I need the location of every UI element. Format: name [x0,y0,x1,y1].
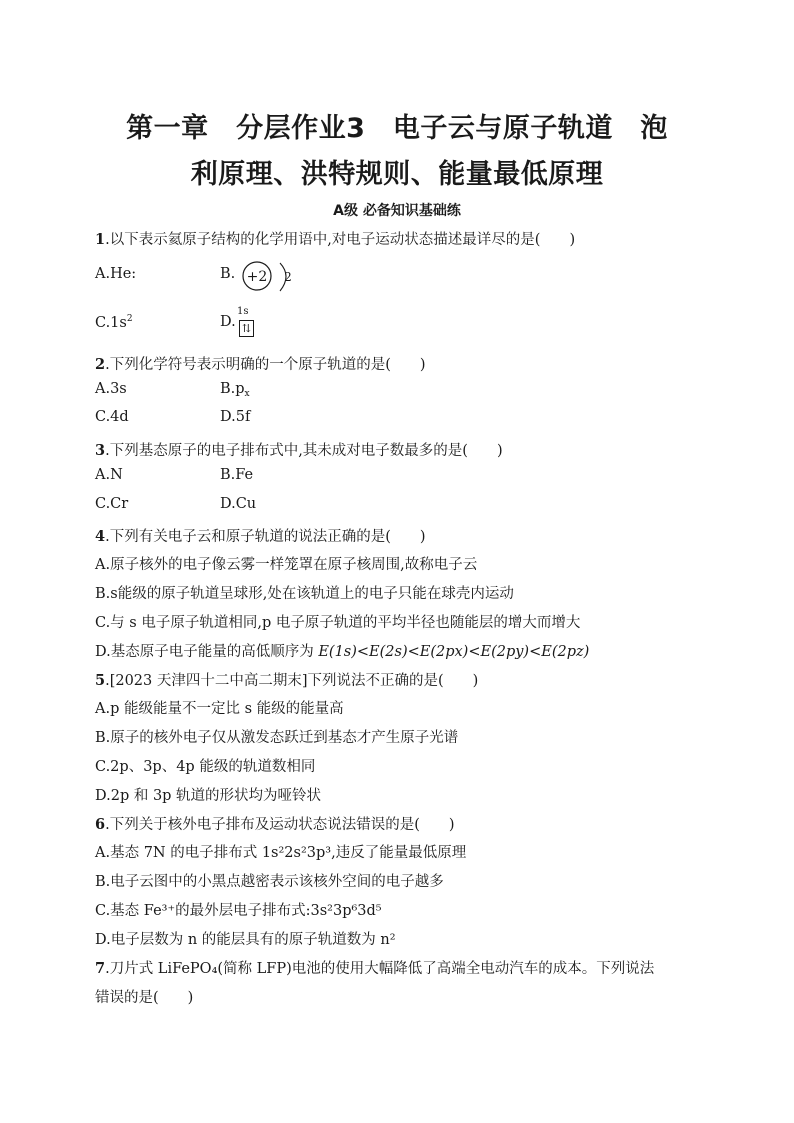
question-4: 4.下列有关电子云和原子轨道的说法正确的是( ) [95,528,426,545]
option-b: B.Fe [220,467,254,483]
section-level: A级 必备知识基础练 [333,203,461,219]
question-5: 5.[2023 天津四十二中高二期末]下列说法不正确的是( ) [95,672,479,689]
orbital-label: 1s [237,306,249,317]
question-number: 1 [95,231,106,248]
option-a: A.原子核外的电子像云雾一样笼罩在原子核周围,故称电子云 [95,557,478,573]
option-c: C.4d [95,409,129,425]
orbital-box: ⇅ [239,320,254,337]
option-c: C.Cr [95,496,129,512]
question-2: 2.下列化学符号表示明确的一个原子轨道的是( ) [95,356,426,373]
option-c: C.与 s 电子原子轨道相同,p 电子原子轨道的平均半径也随能层的增大而增大 [95,615,581,631]
option-d: D.基态原子电子能量的高低顺序为 E(1s)<E(2s)<E(2px)<E(2py)<E(2pz) [95,644,590,660]
nucleus-charge: +2 [246,269,268,285]
option-c: C.基态 Fe³⁺的最外层电子排布式:3s²3p⁶3d⁵ [95,903,382,919]
option-d: D.电子层数为 n 的能层具有的原子轨道数为 n² [95,932,396,948]
question-7-continued: 错误的是( ) [95,990,194,1006]
option-b: B.原子的核外电子仅从激发态跃迁到基态才产生原子光谱 [95,730,459,746]
question-3: 3.下列基态原子的电子排布式中,其未成对电子数最多的是( ) [95,442,503,459]
option-b: $B.p_x$ [220,381,250,399]
option-a: A.3s [95,381,127,397]
option-c: C.2p、3p、4p 能级的轨道数相同 [95,759,316,775]
shell-electron-count: 2 [284,270,292,284]
page-title-line2: 利原理、洪特规则、能量最低原理 [190,159,604,190]
option-d: D.5f [220,409,251,425]
option-a: A.p 能级能量不一定比 s 能级的能量高 [95,701,344,717]
atom-structure-diagram [236,258,296,298]
option-d: D.2p 和 3p 轨道的形状均为哑铃状 [95,788,322,804]
energy-order-expression: E(1s)<E(2s)<E(2px)<E(2py)<E(2pz) [318,644,590,660]
option-c: $C.1s^2$ [95,314,133,331]
option-b: B.s能级的原子轨道呈球形,处在该轨道上的电子只能在球壳内运动 [95,586,514,602]
question-1 [95,228,575,249]
option-d-label: D. [220,314,236,330]
option-a: A.He: [95,266,137,282]
option-b: B.电子云图中的小黑点越密表示该核外空间的电子越多 [95,874,444,890]
question-7: 7.刀片式 LiFePO₄(简称 LFP)电池的使用大幅降低了高端全电动汽车的成本。下列说法 [95,960,655,977]
question-6: 6.下列关于核外电子排布及运动状态说法错误的是( ) [95,816,455,833]
option-b-label: B. [220,266,236,282]
orbital-diagram [236,307,256,337]
page-title-line1: 第一章 分层作业3 电子云与原子轨道 泡 [126,113,668,144]
option-d: D.Cu [220,496,257,512]
option-a: A.基态 7N 的电子排布式 1s²2s²3p³,违反了能量最低原理 [95,845,467,861]
question-stem: .以下表示氦原子结构的化学用语中,对电子运动状态描述最详尽的是( ) [105,232,576,248]
option-a: A.N [95,467,123,483]
